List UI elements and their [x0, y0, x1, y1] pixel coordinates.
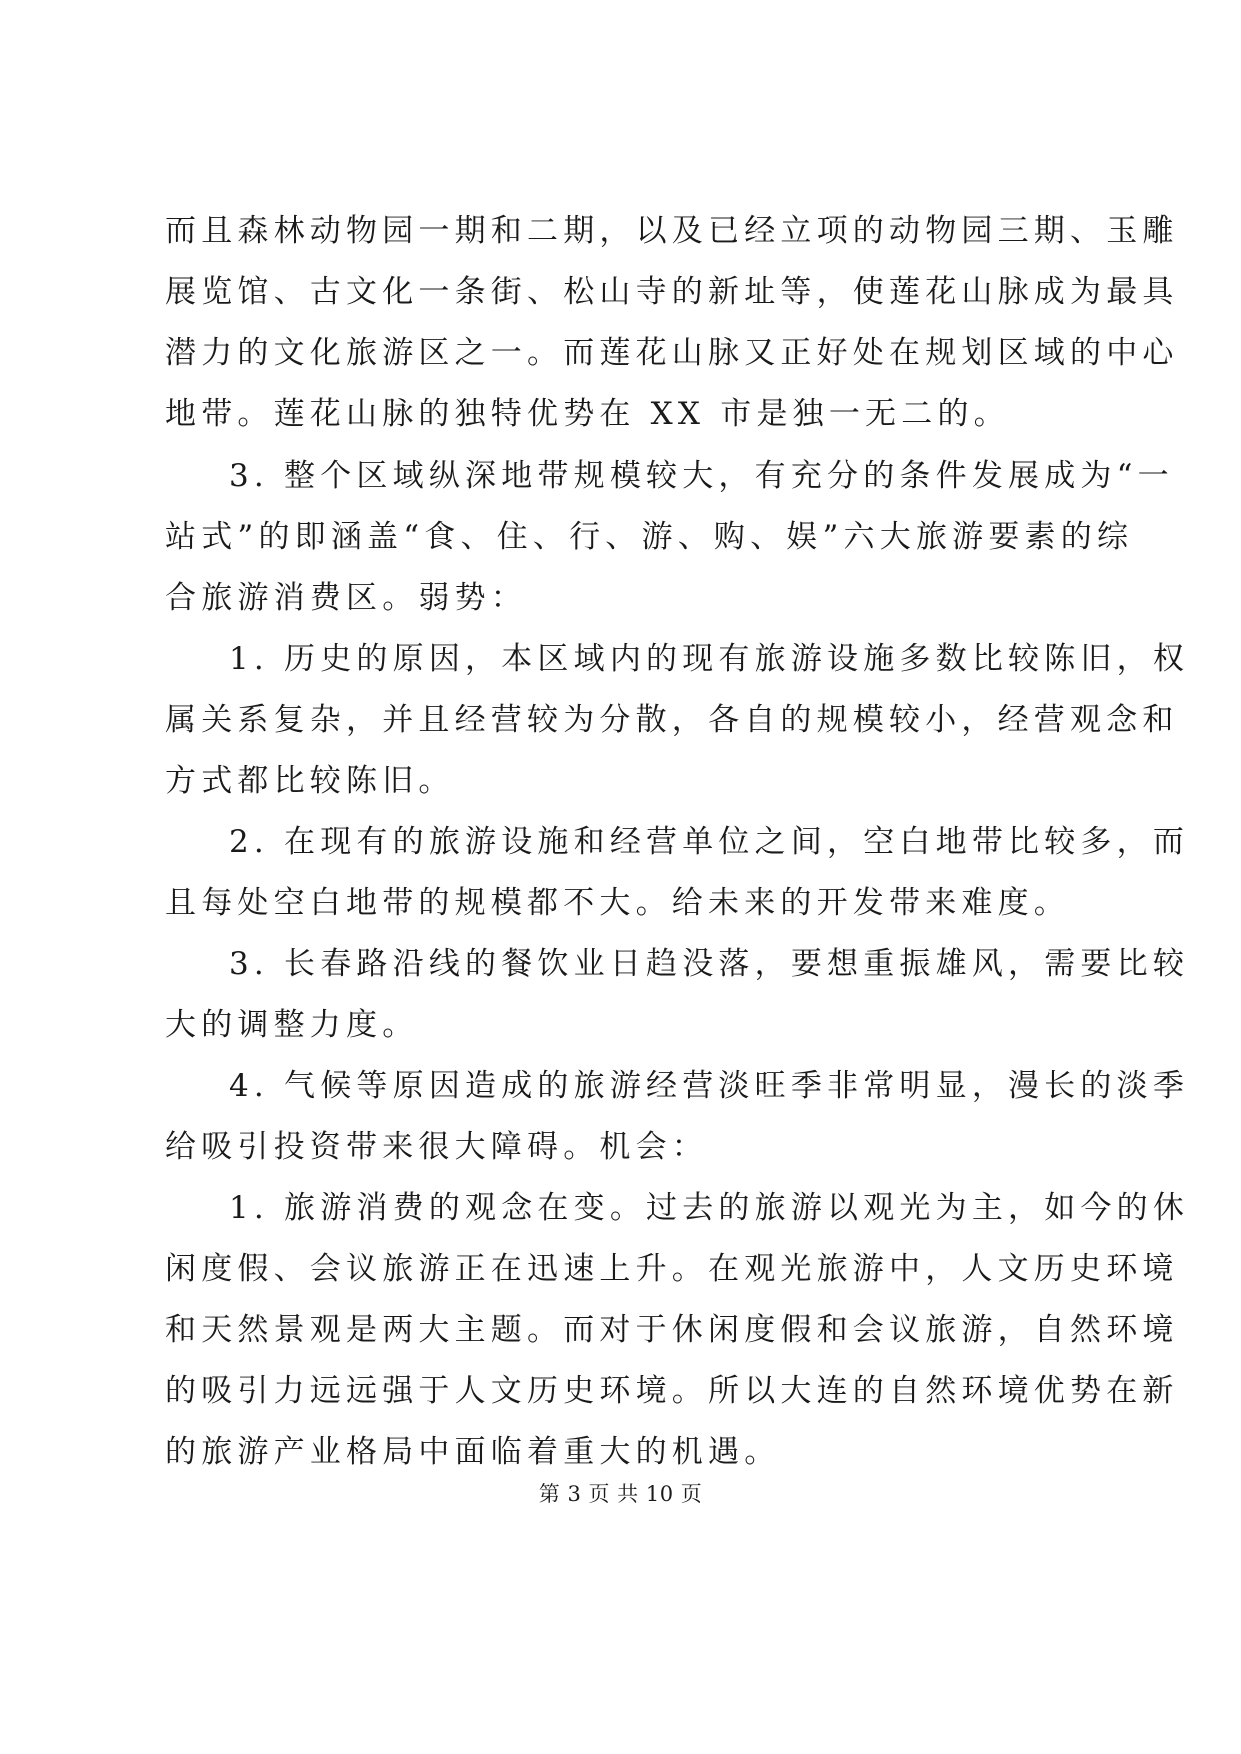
text-line: 合旅游消费区。弱势：	[165, 580, 527, 616]
text-line: 和天然景观是两大主题。而对于休闲度假和会议旅游，自然环境	[165, 1312, 1179, 1348]
text-line: 且每处空白地带的规模都不大。给未来的开发带来难度。	[165, 885, 1070, 921]
text-line: 1. 历史的原因，本区域内的现有旅游设施多数比较陈旧，权	[229, 641, 1190, 677]
text-line: 方式都比较陈旧。	[165, 763, 455, 799]
text-line: 大的调整力度。	[165, 1007, 419, 1043]
page-number-footer: 第 3 页 共 10 页	[538, 1482, 703, 1506]
text-line: 给吸引投资带来很大障碍。机会：	[165, 1129, 708, 1165]
text-line: 3. 长春路沿线的餐饮业日趋没落，要想重振雄风，需要比较	[229, 946, 1190, 982]
text-line: 的吸引力远远强于人文历史环境。所以大连的自然环境优势在新	[165, 1373, 1179, 1409]
text-line: 闲度假、会议旅游正在迅速上升。在观光旅游中，人文历史环境	[165, 1251, 1179, 1287]
text-line: 展览馆、古文化一条街、松山寺的新址等，使莲花山脉成为最具	[165, 274, 1179, 310]
text-line: 地带。莲花山脉的独特优势在 XX 市是独一无二的。	[165, 396, 1010, 432]
text-line: 属关系复杂，并且经营较为分散，各自的规模较小，经营观念和	[165, 702, 1179, 738]
text-line: 2. 在现有的旅游设施和经营单位之间，空白地带比较多，而	[229, 824, 1190, 860]
text-line: 的旅游产业格局中面临着重大的机遇。	[165, 1434, 781, 1470]
text-line: 1. 旅游消费的观念在变。过去的旅游以观光为主，如今的休	[229, 1190, 1190, 1226]
text-line: 3. 整个区域纵深地带规模较大，有充分的条件发展成为“一	[229, 458, 1174, 494]
text-line: 4. 气候等原因造成的旅游经营淡旺季非常明显，漫长的淡季	[229, 1068, 1190, 1104]
text-line: 而且森林动物园一期和二期，以及已经立项的动物园三期、玉雕	[165, 213, 1179, 249]
text-line: 潜力的文化旅游区之一。而莲花山脉又正好处在规划区域的中心	[165, 335, 1179, 371]
text-line: 站式”的即涵盖“食、住、行、游、购、娱”六大旅游要素的综	[165, 519, 1134, 555]
